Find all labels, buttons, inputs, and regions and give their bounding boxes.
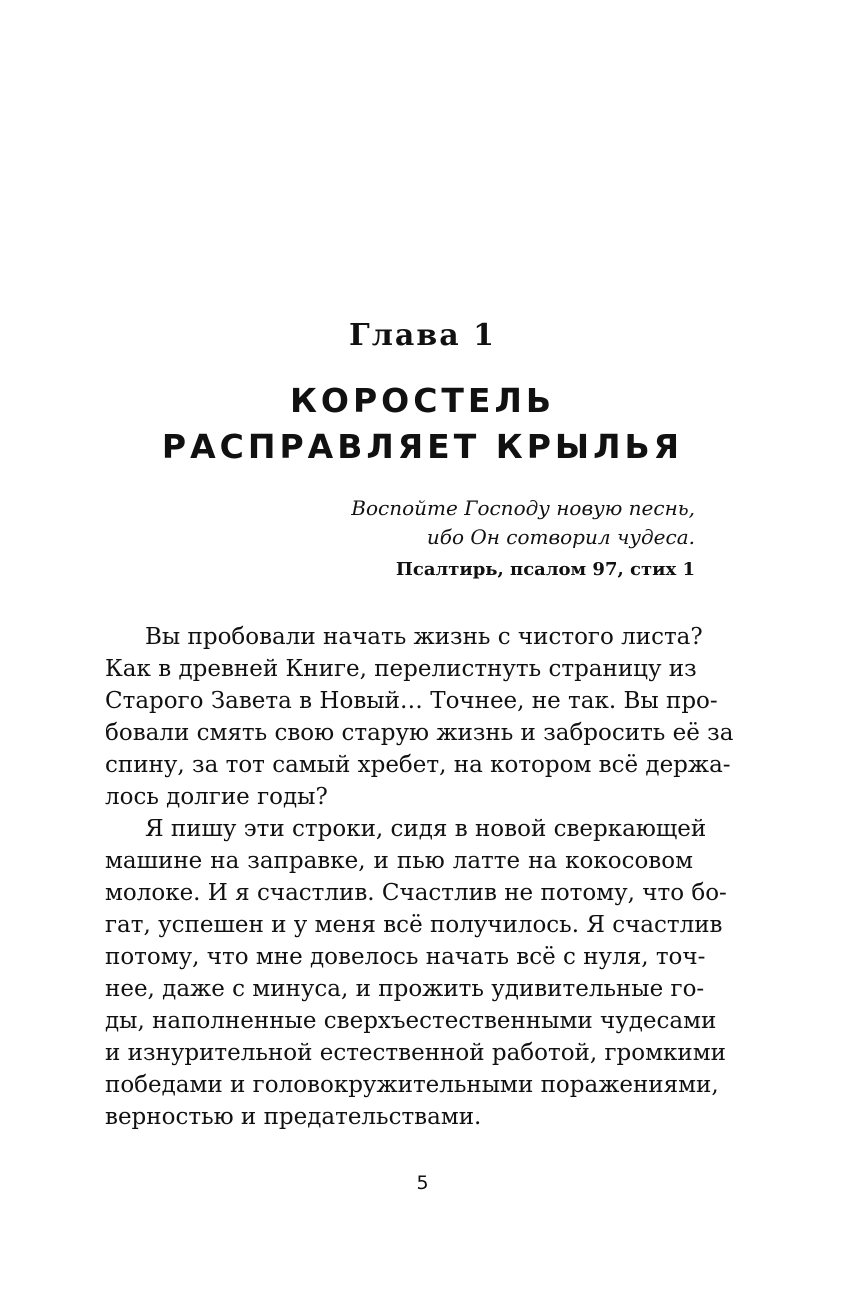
text-line: Старого Завета в Новый… Точнее, не так. Вы про- (105, 688, 718, 714)
epigraph-line: ибо Он сотворил чудеса. (426, 525, 695, 549)
chapter-title (0, 378, 845, 470)
epigraph (175, 494, 695, 580)
text-line: спину, за тот самый хребет, на котором всё держа- (105, 752, 731, 778)
text-line: и изнурительной естественной работой, громкими (105, 1040, 726, 1066)
text-line: Я пишу эти строки, сидя в новой сверкающей (145, 816, 707, 842)
text-line: потому, что мне довелось начать всё с нуля, точ- (105, 944, 706, 970)
paragraph (105, 621, 734, 813)
chapter-title-line: КОРОСТЕЛЬ (289, 381, 556, 420)
chapter-label: Глава 1 (349, 318, 496, 353)
text-line: ды, наполненные сверхъестественными чудесами (105, 1008, 717, 1034)
paragraph (105, 813, 727, 1133)
epigraph-source: Псалтирь, псалом 97, стих 1 (395, 559, 695, 580)
body-text (105, 621, 734, 1133)
epigraph-line: Воспойте Господу новую песнь, (351, 496, 695, 520)
chapter-title-line: РАСПРАВЛЯЕТ КРЫЛЬЯ (161, 427, 684, 466)
text-line: молоке. И я счастлив. Счастлив не потому, что бо- (105, 880, 727, 906)
text-line: лось долгие годы? (105, 784, 328, 810)
text-line: машине на заправке, и пью латте на кокосовом (105, 848, 693, 874)
text-line: нее, даже с минуса, и прожить удивительные го- (105, 976, 705, 1002)
text-line: Вы пробовали начать жизнь с чистого листа? (145, 624, 703, 650)
page-number: 5 (416, 1172, 429, 1194)
text-line: гат, успешен и у меня всё получилось. Я счастлив (105, 912, 723, 938)
text-line: верностью и предательствами. (105, 1104, 482, 1130)
text-line: победами и головокружительными поражениями, (105, 1072, 719, 1098)
text-line: бовали смять свою старую жизнь и забросить её за (105, 720, 734, 746)
text-line: Как в древней Книге, перелистнуть страницу из (105, 656, 697, 682)
